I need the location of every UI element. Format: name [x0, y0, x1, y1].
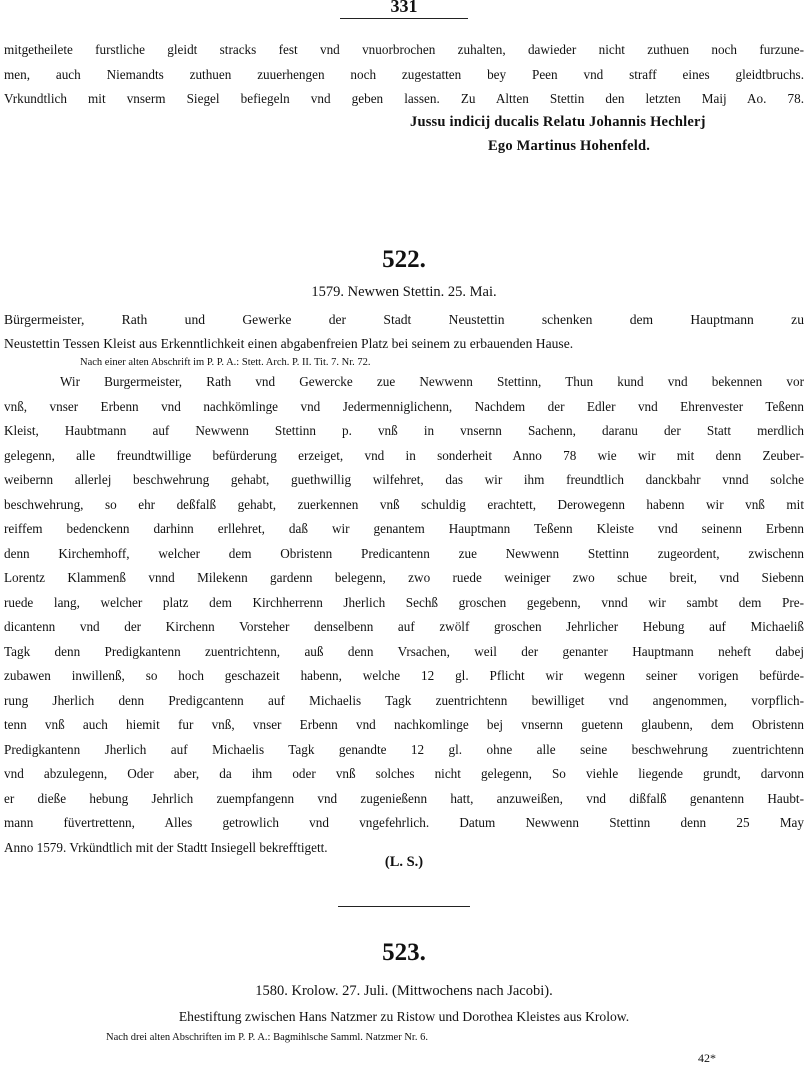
text-line: rung Jherlich denn Predigcantenn auf Michaelis Tagk zuentrichtenn bewilliget vnd angenommen, vorpflich-	[4, 692, 804, 708]
text-line: Lorentz Klammenß vnnd Milekenn gardenn belegenn, zwo ruede weiniger zwo schue breit, vnd Siebenn	[4, 570, 804, 585]
text-line: Tagk denn Predigkantenn zuentrichtenn, auß denn Vrsachen, weil der genanter Hauptmann neheft dabej	[4, 643, 804, 659]
source-note-523: Nach drei alten Abschriften im P. P. A.: Bagmihlsche Samml. Natzmer Nr. 6.	[106, 1032, 428, 1043]
text-line: Kleist, Haubtmann auf Newwenn Stettinn p. vnß in vnsernn Sachenn, daranu der Statt merdlich	[4, 423, 804, 438]
text-line: dicantenn vnd der Kirchenn Vorsteher denselbenn auf zwölf groschen Jehrlicher Hebung auf Michaeliß	[4, 619, 804, 634]
text-line: zubawen inwillenß, so hoch geschazeit habenn, welche 12 gl. Pflicht wir wegenn seiner vorigen befürde-	[4, 668, 804, 683]
summary-523: Ehestiftung zwischen Hans Natzmer zu Ristow und Dorothea Kleistes aus Krolow.	[178, 1009, 630, 1024]
signature-line-1: Jussu indicij ducalis Relatu Johannis Hechlerj	[410, 114, 706, 130]
sheet-signature-mark: 42*	[698, 1051, 716, 1065]
section-separator	[338, 906, 470, 907]
seal-mark: (L. S.)	[384, 854, 424, 870]
text-line: vnd abzulegenn, Oder aber, da ihm oder vnß solches nicht gelegenn, So viehle liegende grundt, darvonn	[4, 766, 804, 781]
text-line: Vrkundtlich mit vnserm Siegel befiegeln vnd geben lassen. Zu Altten Stettin den letzten Maij Ao. 78.	[4, 91, 804, 106]
text-line: Predigkantenn Jherlich auf Michaelis Tagk genandte 12 gl. ohne alle seine beschwehrung zuentrichtenn	[4, 741, 804, 757]
page-number: 331	[390, 0, 418, 16]
text-line: tenn vnß auch hiemit fur vnß, vnser Erbenn vnd nachkomlinge bej vnsernn guetenn glaubenn, dem Obristenn	[4, 717, 804, 732]
text-line: Wir Burgermeister, Rath vnd Gewercke zue Newwenn Stettinn, Thun kund vnd bekennen vor	[60, 374, 804, 389]
text-line: mann füvertrettenn, Alles getrowlich vnd vngefehrlich. Datum Newwenn Stettinn denn 25 May	[4, 815, 804, 830]
text-line: weibernn allerlej beschwehrung gehabt, guethwillig wilfehret, das wir ihm freundtlich danckbahr vnnd solche	[4, 472, 804, 487]
dateline-523: 1580. Krolow. 27. Juli. (Mittwochens nach Jacobi).	[255, 983, 553, 999]
document-number-522: 522.	[382, 246, 426, 273]
text-line: reiffem bedenckenn darhinn erllehret, daß wir genantem Hauptmann Teßenn Kleiste vnd seinenn Erbenn	[4, 521, 804, 536]
summary-line: Neustettin Tessen Kleist aus Erkenntlichkeit einen abgabenfreien Platz bei seinem zu erbauenden Hause.	[4, 336, 574, 351]
text-line: gelegenn, alle freundtwillige befürderung erzeiget, vnd in sonderheit Anno 78 wie wir mit denn Zeuber-	[4, 447, 804, 463]
summary-line: Bürgermeister, Rath und Gewerke der Stadt Neustettin schenken dem Hauptmann zu	[4, 312, 804, 327]
text-line: vnß, vnser Erbenn vnd nachkömlinge vnd Jedermenniglichenn, Nachdem der Edler vnd Ehrenvester Teßenn	[4, 398, 804, 414]
document-number-523: 523.	[382, 939, 426, 966]
source-note-522: Nach einer alten Abschrift im P. P. A.: Stett. Arch. P. II. Tit. 7. Nr. 72.	[80, 357, 371, 368]
text-line: denn Kirchemhoff, welcher dem Obristenn Predicantenn zue Newwenn Stettinn zugeordent, zwischenn	[4, 545, 804, 561]
text-line: ruede lang, welcher platz dem Kirchherrenn Jherlich Sechß groschen gegebenn, vnnd wir sambt dem Pre-	[4, 594, 804, 610]
text-line: er dieße hebung Jehrlich zuempfangenn vnd zugenießenn hatt, anzuweißen, vnd dißfalß genantenn Haubt-	[4, 790, 804, 806]
text-line: beschwehrung, so ehr deßfalß gehabt, zuerkennen vnß schuldig erachtett, Derowegenn habenn wir vnß mit	[4, 496, 804, 512]
text-line: mitgetheilete furstliche gleidt stracks fest vnd vnuorbrochen zuhalten, dawieder nicht zuthuen noch furzune-	[4, 42, 804, 57]
summary-522	[4, 308, 804, 356]
charter-text-522	[4, 370, 804, 860]
header-rule	[340, 18, 468, 19]
text-line: men, auch Niemandts zuthuen zuuerhengen noch zugestatten bey Peen vnd straff eines gleidtbruchs.	[4, 66, 804, 82]
continuation-text	[4, 38, 804, 112]
dateline-522: 1579. Newwen Stettin. 25. Mai.	[311, 284, 497, 300]
text-line: Anno 1579. Vrkündtlich mit der Stadtt Insiegell bekrefftigett.	[4, 839, 328, 855]
signature-line-2: Ego Martinus Hohenfeld.	[488, 138, 651, 154]
